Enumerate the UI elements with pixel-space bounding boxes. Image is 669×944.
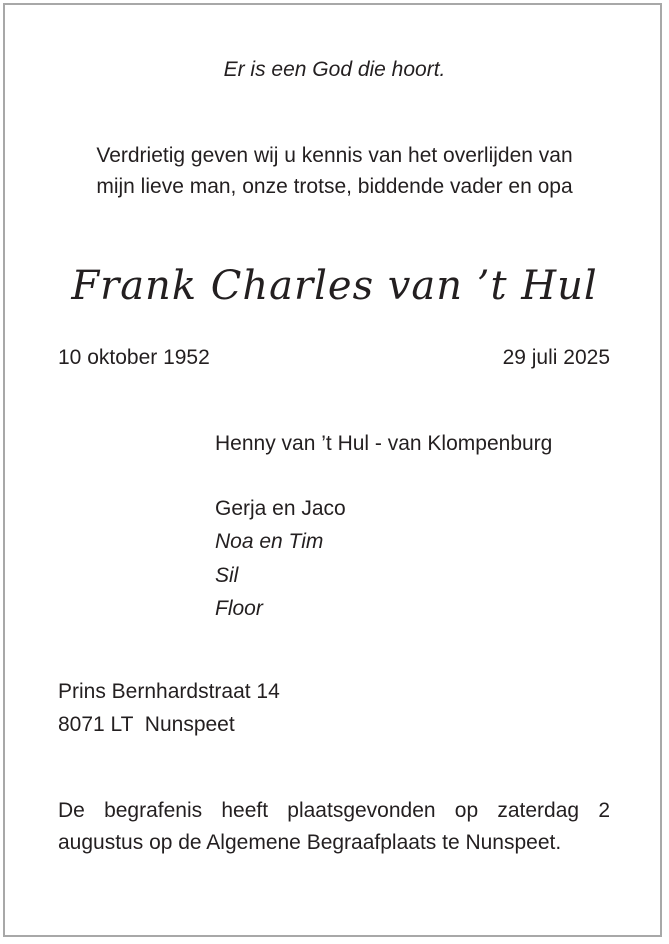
birth-date: 10 oktober 1952 bbox=[58, 346, 210, 369]
intro-line-1: Verdrietig geven wij u kennis van het overlijden van bbox=[96, 144, 573, 167]
address-street: Prins Bernhardstraat 14 bbox=[58, 680, 280, 703]
grandchildren-2: Sil bbox=[215, 564, 239, 587]
children-names: Gerja en Jaco bbox=[215, 497, 346, 520]
grandchildren-1: Noa en Tim bbox=[215, 530, 324, 553]
address-city: 8071 LT Nunspeet bbox=[58, 713, 235, 736]
death-date: 29 juli 2025 bbox=[502, 346, 610, 369]
grandchildren-3: Floor bbox=[215, 597, 263, 620]
funeral-note: De begrafenis heeft plaatsgevonden op zaterdag 2 augustus op de Algemene Begraafplaats te Nunspeet. bbox=[58, 799, 610, 854]
intro-line-2: mijn lieve man, onze trotse, biddende vader en opa bbox=[96, 175, 573, 198]
motto: Er is een God die hoort. bbox=[223, 58, 446, 81]
deceased-name: Frank Charles van ’t Hul bbox=[71, 263, 598, 309]
spouse-name: Henny van ’t Hul - van Klompenburg bbox=[215, 432, 553, 455]
